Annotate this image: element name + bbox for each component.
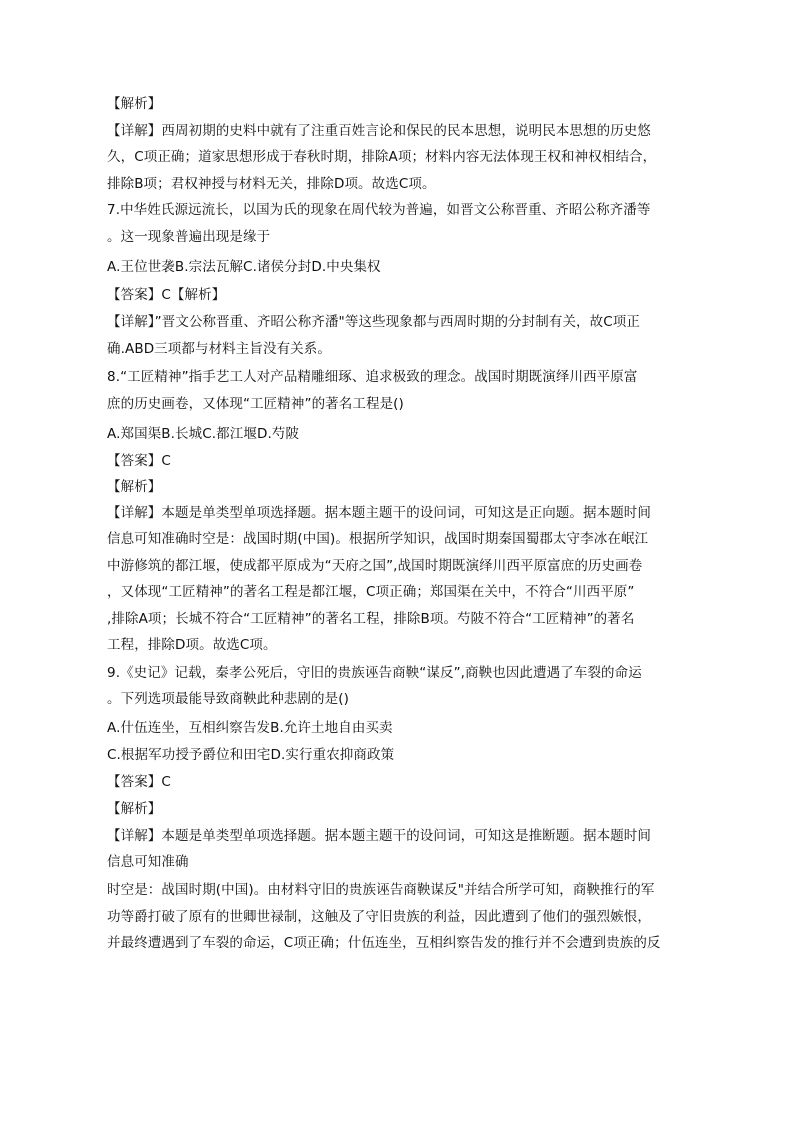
text-line: 【解析】	[107, 801, 162, 817]
text-line: 时空是：战国时期(中国)。由材料守旧的贵族诬告商鞅谋反"并结合所学可知，商鞅推行的军	[107, 882, 655, 898]
text-line: 【详解】”晋文公称晋重、齐昭公称齐潘"等这些现象都与西周时期的分封制有关，故C项正	[107, 314, 640, 330]
text-line: A.郑国渠B.长城C.都江堰D.芍陂	[107, 426, 300, 442]
text-line: 7.中华姓氏源远流长，以国为氏的现象在周代较为普遍，如晋文公称晋重、齐昭公称齐潘等	[107, 202, 651, 218]
text-line: 【解析】	[107, 479, 162, 495]
text-line: 并最终遭遇到了车裂的命运，C项正确；什伍连坐，互相纠察告发的推行并不会遭到贵族的反	[107, 935, 661, 951]
text-line: ,排除A项；长城不符合“工匠精神”的著名工程，排除B项。芍陂不符合“工匠精神”的著名	[107, 611, 635, 627]
text-line: 【详解】本题是单类型单项选择题。据本题主题干的设问词，可知这是正向题。据本题时间	[107, 505, 651, 521]
text-line: 庶的历史画卷，又体现“工匠精神”的著名工程是()	[107, 396, 404, 412]
text-line: 信息可知准确	[107, 854, 189, 870]
text-line: 。下列选项最能导致商鞅此种悲剧的是()	[107, 691, 349, 707]
text-line: 9.《史记》记载，秦孝公死后，守旧的贵族诬告商鞅“谋反”,商鞅也因此遭遇了车裂的命运	[107, 665, 642, 681]
text-line: 功等爵打破了原有的世卿世禄制，这触及了守旧贵族的利益，因此遭到了他们的强烈嫉恨，	[107, 909, 651, 925]
text-line: A.什伍连坐，互相纠察告发B.允许土地自由买卖	[107, 720, 393, 736]
text-line: 【答案】C	[107, 453, 171, 469]
text-line: 【详解】本题是单类型单项选择题。据本题主题干的设问词，可知这是推断题。据本题时间	[107, 828, 651, 844]
text-line: 【答案】C	[107, 774, 171, 790]
text-line: C.根据军功授予爵位和田宅D.实行重农抑商政策	[107, 747, 395, 763]
text-line: 【答案】C【解析】	[107, 287, 226, 303]
text-line: A.王位世袭B.宗法瓦解C.诸侯分封D.中央集权	[107, 259, 381, 275]
text-line: 8.“工匠精神”指手艺工人对产品精雕细琢、追求极致的理念。战国时期既演绎川西平原富	[107, 369, 638, 385]
text-line: 工程，排除D项。故选C项。	[107, 637, 277, 653]
text-line: 信息可知准确时空是：战国时期(中国)。根据所学知识，战国时期秦国蜀郡太守李冰在岷江	[107, 531, 649, 547]
text-line: 排除B项；君权神授与材料无关，排除D项。故选C项。	[107, 176, 436, 192]
text-line: 【解析】	[107, 96, 162, 112]
text-line: 中游修筑的都江堰，使成都平原成为“天府之国”,战国时期既演绎川西平原富庶的历史画卷	[107, 558, 643, 574]
text-line: 。这一现象普遍出现是缘于	[107, 229, 271, 245]
text-line: ，又体现“工匠精神”的著名工程是都江堰，C项正确；郑国渠在关中，不符合“川西平原”	[107, 584, 635, 600]
text-line: 【详解】西周初期的史料中就有了注重百姓言论和保民的民本思想，说明民本思想的历史悠	[107, 123, 651, 139]
text-line: 久，C项正确；道家思想形成于春秋时期，排除A项；材料内容无法体现王权和神权相结合，	[107, 149, 657, 165]
text-line: 确.ABD三项都与材料主旨没有关系。	[107, 341, 331, 357]
